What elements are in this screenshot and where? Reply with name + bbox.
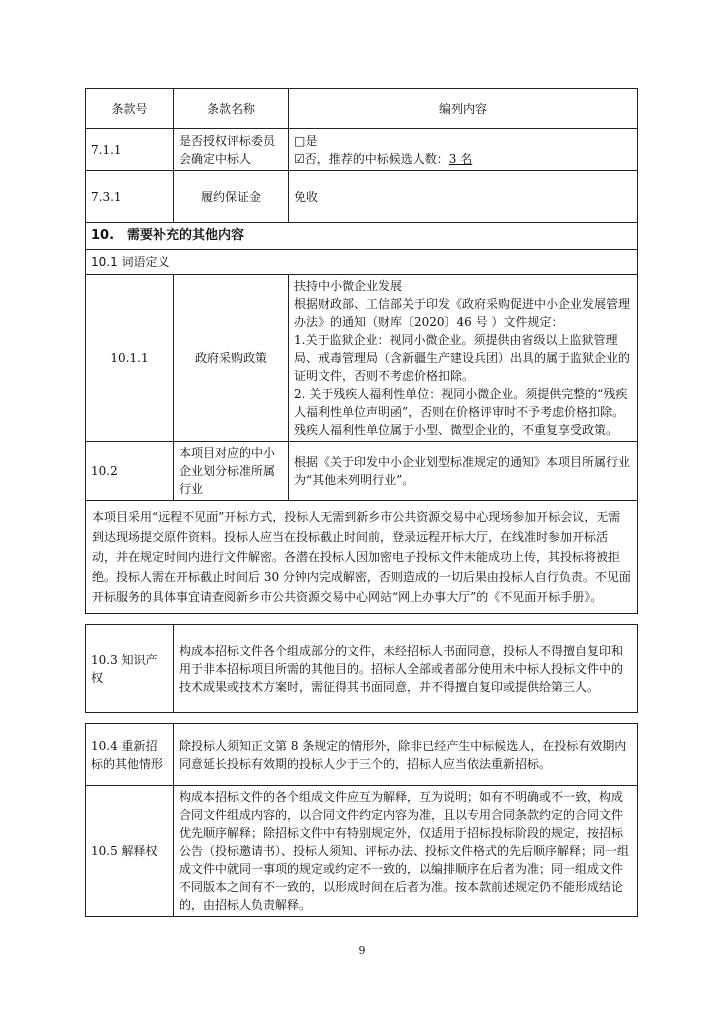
clause-content: 除投标人须知正文第 8 条规定的情形外，除非已经产生中标候选人，在投标有效期内同意延长投标有效期的投标人少于三个的，招标人应当依法重新招标。: [174, 724, 638, 786]
table-gap: [85, 713, 637, 723]
clause-name: 政府采购政策: [174, 275, 289, 442]
clause-number: 10.1.1: [86, 275, 174, 442]
clause-name: 10.5 解释权: [86, 786, 174, 917]
table-row: [86, 724, 638, 786]
option-no-text: ☑否，推荐的中标候选人数：: [294, 151, 449, 166]
candidate-count: 3 名: [448, 151, 473, 166]
clause-content: 构成本招标文件各个组成部分的文件，未经招标人书面同意，投标人不得擅自复印和用于非本招标项目所需的其他目的。招标人全部或者部分使用未中标人投标文件中的技术成果或技术方案时，需征得其书面同意，并不得擅自复印或提供给第三人。: [174, 625, 638, 713]
policy-line: 根据财政部、工信部关于印发《政府采购促进中小企业发展管理办法》的通知（财库〔2020〕46 号 ）文件规定：: [294, 297, 631, 329]
clause-number: 7.1.1: [86, 129, 174, 171]
table-row: [86, 275, 638, 442]
table-row: [86, 625, 638, 713]
paragraph-row: [86, 501, 638, 614]
table-row: [86, 129, 638, 171]
clause-name: 10.4 重新招标的其他情形: [86, 724, 174, 786]
page-number: 9: [358, 944, 366, 957]
clause-name: 10.3 知识产权: [86, 625, 174, 713]
clause-content: [289, 129, 638, 171]
option-yes: □是: [294, 133, 318, 148]
clause-number: 7.3.1: [86, 171, 174, 223]
policy-line: 扶持中小微企业发展: [294, 279, 403, 293]
clause-name: 履约保证金: [174, 171, 289, 223]
clause-content: 免收: [289, 171, 638, 223]
policy-line: 1.关于监狱企业：视同小微企业。须提供由省级以上监狱管理局、戒毒管理局（含新疆生产建设兵团）出具的属于监狱企业的证明文件，否则不考虑价格扣除。: [294, 333, 631, 383]
table-gap: [85, 614, 637, 624]
clause-number: 10.2: [86, 442, 174, 501]
section-10-title: 10. 需要补充的其他内容: [86, 223, 638, 250]
clause-content: 根据《关于印发中小企业划型标准规定的通知》本项目所属行业为“其他未列明行业”。: [289, 442, 638, 501]
clause-table-top: [85, 88, 638, 614]
clause-name: 是否授权评标委员会确定中标人: [174, 129, 289, 171]
policy-line: 2. 关于残疾人福利性单位：视同小微企业。须提供完整的“残疾人福利性单位声明函”，否则在价格评审时不予考虑价格扣除。残疾人福利性单位属于小型、微型企业的，不重复享受政策。: [294, 387, 628, 437]
clause-content: 构成本招标文件的各个组成文件应互为解释，互为说明；如有不明确或不一致，构成合同文件组成内容的，以合同文件约定内容为准，且以专用合同条款约定的合同文件优先顺序解释；除招标文件中有特别规定外，仅适用于招标投标阶段的规定，按招标公告（投标邀请书）、投标人须知、评标办法、投标文件格式的先后顺序解释；同一组成文件中就同一事项的规定或约定不一致的，以编排顺序在后者为准；同一组成文件不同版本之间有不一致的，以形成时间在后者为准。按本款前述规定仍不能形成结论的，由招标人负责解释。: [174, 786, 638, 917]
section-row: [86, 223, 638, 250]
clause-name: 本项目对应的中小企业划分标准所属行业: [174, 442, 289, 501]
clause-content: [289, 275, 638, 442]
table-header-row: [86, 89, 638, 129]
table-row: [86, 786, 638, 917]
document-page: [85, 88, 637, 917]
section-10-1-title: 10.1 词语定义: [86, 250, 638, 275]
option-no: [294, 150, 632, 168]
header-clause-number: 条款号: [86, 89, 174, 129]
clause-table-bottom: [85, 624, 638, 713]
clause-table-bottom: [85, 723, 638, 917]
remote-bid-opening-paragraph: 本项目采用“远程不见面”开标方式，投标人无需到新乡市公共资源交易中心现场参加开标会议，无需到达现场提交原件资料。投标人应当在投标截止时间前，登录远程开标大厅，在线准时参加开标活动，并在规定时间内进行文件解密。各潜在投标人因加密电子投标文件未能成功上传，其投标将被拒绝。投标人需在开标截止时间后 30 分钟内完成解密，否则造成的一切后果由投标人自行负责。不见面开标服务的具体事宜请查阅新乡市公共资源交易中心网站“网上办事大厅”的《不见面开标手册》。: [86, 501, 638, 614]
section-row: [86, 250, 638, 275]
header-clause-name: 条款名称: [174, 89, 289, 129]
table-row: [86, 442, 638, 501]
header-content: 编列内容: [289, 89, 638, 129]
table-row: [86, 171, 638, 223]
